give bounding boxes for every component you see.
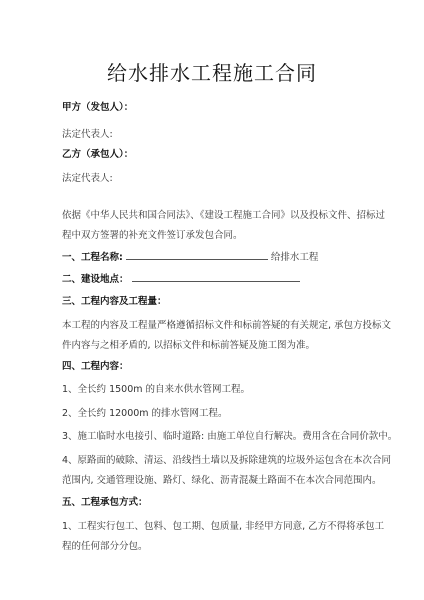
section-2-location xyxy=(62,271,300,285)
section-1-label: 一、工程名称: xyxy=(62,252,123,263)
section-3-line-1: 本工程的内容及工程量严格遵循招标文件和标前答疑的有关规定, 承包方投标文 xyxy=(62,320,392,331)
intro-line-2: 程中双方签署的补充文件签订承发包合同。 xyxy=(62,230,243,241)
section-4-item-3: 3、施工临时水电接引、临时道路: 由施工单位自行解决。费用含在合同价款中。 xyxy=(62,431,398,442)
location-blank xyxy=(132,272,300,282)
section-4-item-2: 2、全长约 12000m 的排水管网工程。 xyxy=(62,408,228,419)
party-b-label: 乙方（承包人）： xyxy=(62,149,134,160)
project-name-blank xyxy=(126,250,268,260)
section-5-item-1-line-1: 1、工程实行包工、包料、包工期、包质量, 非经甲方同意, 乙方不得将承包工 xyxy=(62,521,385,532)
intro-line-1: 依据《中华人民共和国合同法》、《建设工程施工合同》以及投标文件、招标过 xyxy=(62,210,386,221)
document-title: 给水排水工程施工合同 xyxy=(107,61,317,85)
section-2-label: 二、建设地点： xyxy=(62,274,129,285)
party-a-representative: 法定代表人: xyxy=(62,129,113,140)
section-4-item-4-line-1: 4、原路面的破除、清运、沿线挡土墙以及拆除建筑的垃圾外运包含在本次合同 xyxy=(62,455,392,466)
section-4-item-4-line-2: 范围内, 交通管理设施、路灯、绿化、沥青混凝土路面不在本次合同范围内。 xyxy=(62,475,382,486)
party-a-label: 甲方（发包人）： xyxy=(62,102,134,113)
party-b-representative: 法定代表人: xyxy=(62,173,113,184)
section-3-line-2: 件内容与之相矛盾的, 以招标文件和标前答疑及施工图为准。 xyxy=(62,340,316,351)
project-name-value: 给排水工程 xyxy=(270,252,319,263)
section-4-item-1: 1、全长约 1500m 的自来水供水管网工程。 xyxy=(62,384,251,395)
section-3-heading: 三、工程内容及工程量： xyxy=(62,296,167,307)
section-1-project-name xyxy=(62,249,318,263)
section-5-heading: 五、工程承包方式： xyxy=(62,497,148,508)
section-4-heading: 四、工程内容： xyxy=(62,361,129,372)
section-5-item-1-line-2: 程的任何部分分包。 xyxy=(62,541,148,552)
